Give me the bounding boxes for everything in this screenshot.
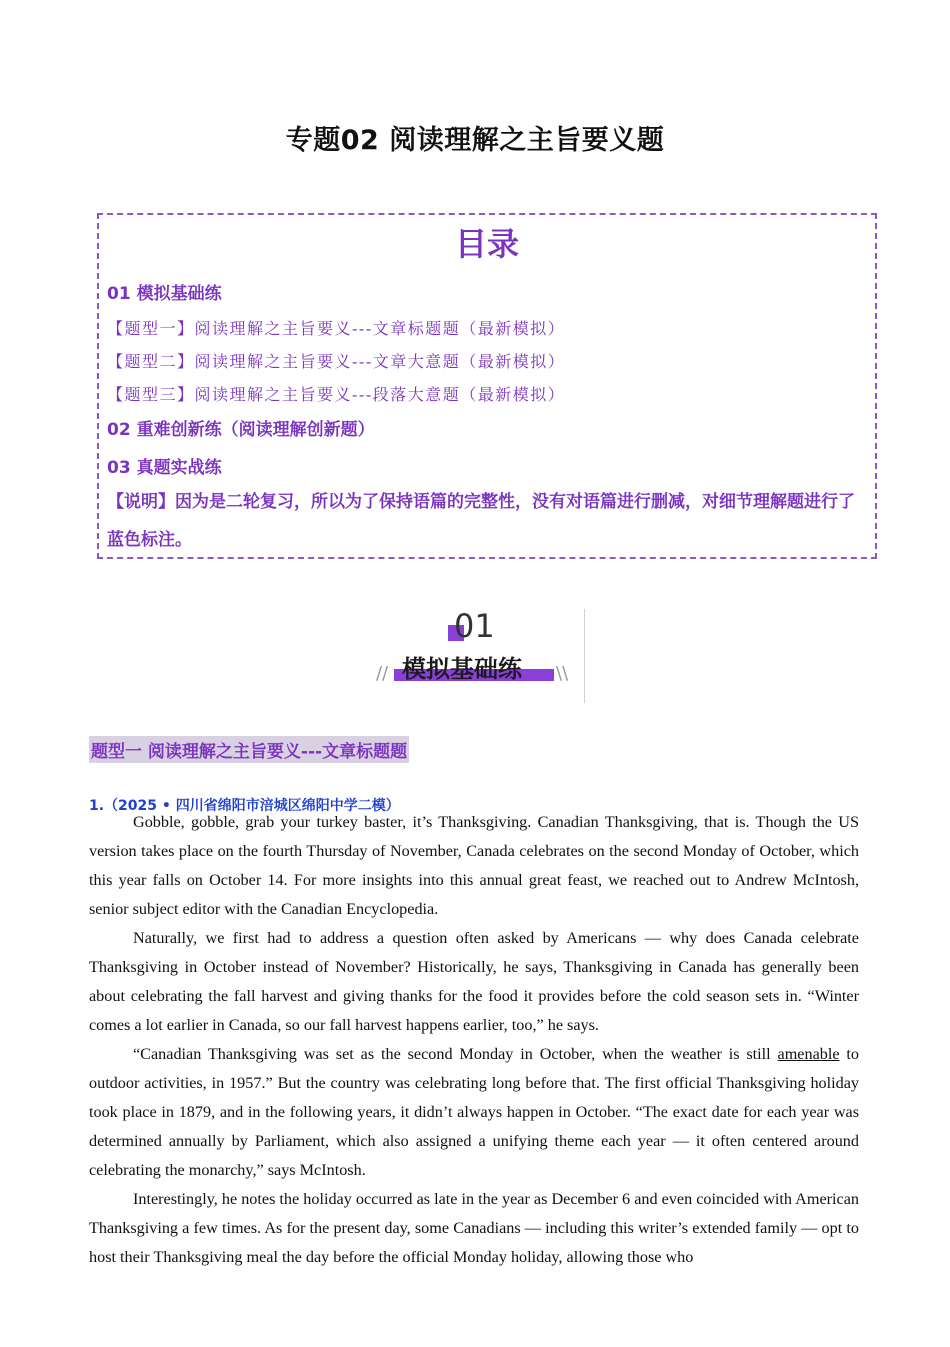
paragraph-3-end: to outdoor activities, in 1957.” But the country was celebrating long before that. The first official Thanksgiving holiday took place in 1879, and in the following years, it didn’t always happen in October. “The exact date for each year was determined annually by Parliament, which also assigned a unifying theme each year — it often centered around celebrating the monarchy,” says McIntosh. (89, 1045, 859, 1179)
banner-slash-left: // (376, 663, 389, 684)
page-title: 专题02 阅读理解之主旨要义题 (285, 125, 665, 156)
section-heading: 题型一 阅读理解之主旨要义---文章标题题 (89, 736, 409, 763)
toc-item-type-1[interactable]: 【题型一】阅读理解之主旨要义---文章标题题（最新模拟） (107, 319, 566, 338)
toc-section-3[interactable]: 03 真题实战练 (107, 458, 222, 478)
banner-label: 模拟基础练 (402, 655, 522, 683)
toc-section-1[interactable]: 01 模拟基础练 (107, 284, 222, 304)
question-label: 1.（2025 • 四川省绵阳市涪城区绵阳中学二模） (89, 798, 400, 814)
table-of-contents (97, 213, 877, 559)
banner-slash-right: \\ (556, 663, 569, 684)
underlined-word-amenable: amenable (777, 1045, 840, 1063)
passage-paragraph-4: Interestingly, he notes the holiday occurred as late in the year as December 6 and even coincided with American Thanksgiving a few times. As for the present day, some Canadians — including this writer’s extended family — opt to host their Thanksgiving meal the day before the official Monday holiday, allowing those who (89, 1190, 859, 1266)
passage-paragraph-2: Naturally, we first had to address a question often asked by Americans — why does Canada celebrate Thanksgiving in October instead of November? Historically, he says, Thanksgiving in Canada has generally been about celebrating the fall harvest and giving thanks for the food it provides before the cold season sets in. “Winter comes a lot earlier in Canada, so our fall harvest happens earlier, too,” he says. (89, 929, 859, 1034)
banner-number: 01 (454, 607, 495, 645)
paragraph-3-start: “Canadian Thanksgiving was set as the second Monday in October, when the weather is still (133, 1045, 778, 1063)
toc-heading: 目录 (454, 225, 519, 263)
toc-note: 【说明】因为是二轮复习，所以为了保持语篇的完整性，没有对语篇进行删减，对细节理解题进行了蓝色标注。 (107, 492, 855, 550)
toc-item-type-2[interactable]: 【题型二】阅读理解之主旨要义---文章大意题（最新模拟） (107, 352, 566, 371)
section-banner (370, 605, 590, 705)
reading-passage (89, 808, 859, 1272)
passage-paragraph-3 (89, 1040, 859, 1185)
banner-divider (584, 609, 585, 703)
passage-paragraph-1: Gobble, gobble, grab your turkey baster, it’s Thanksgiving. Canadian Thanksgiving, that is. Though the US version takes place on the fourth Thursday of November, Canada celebrates on the second Monday of October, which this year falls on October 14. For more insights into this annual great feast, we reached out to Andrew McIntosh, senior subject editor with the Canadian Encyclopedia. (89, 813, 859, 918)
toc-item-type-3[interactable]: 【题型三】阅读理解之主旨要义---段落大意题（最新模拟） (107, 385, 566, 404)
toc-section-2[interactable]: 02 重难创新练（阅读理解创新题） (107, 420, 375, 440)
